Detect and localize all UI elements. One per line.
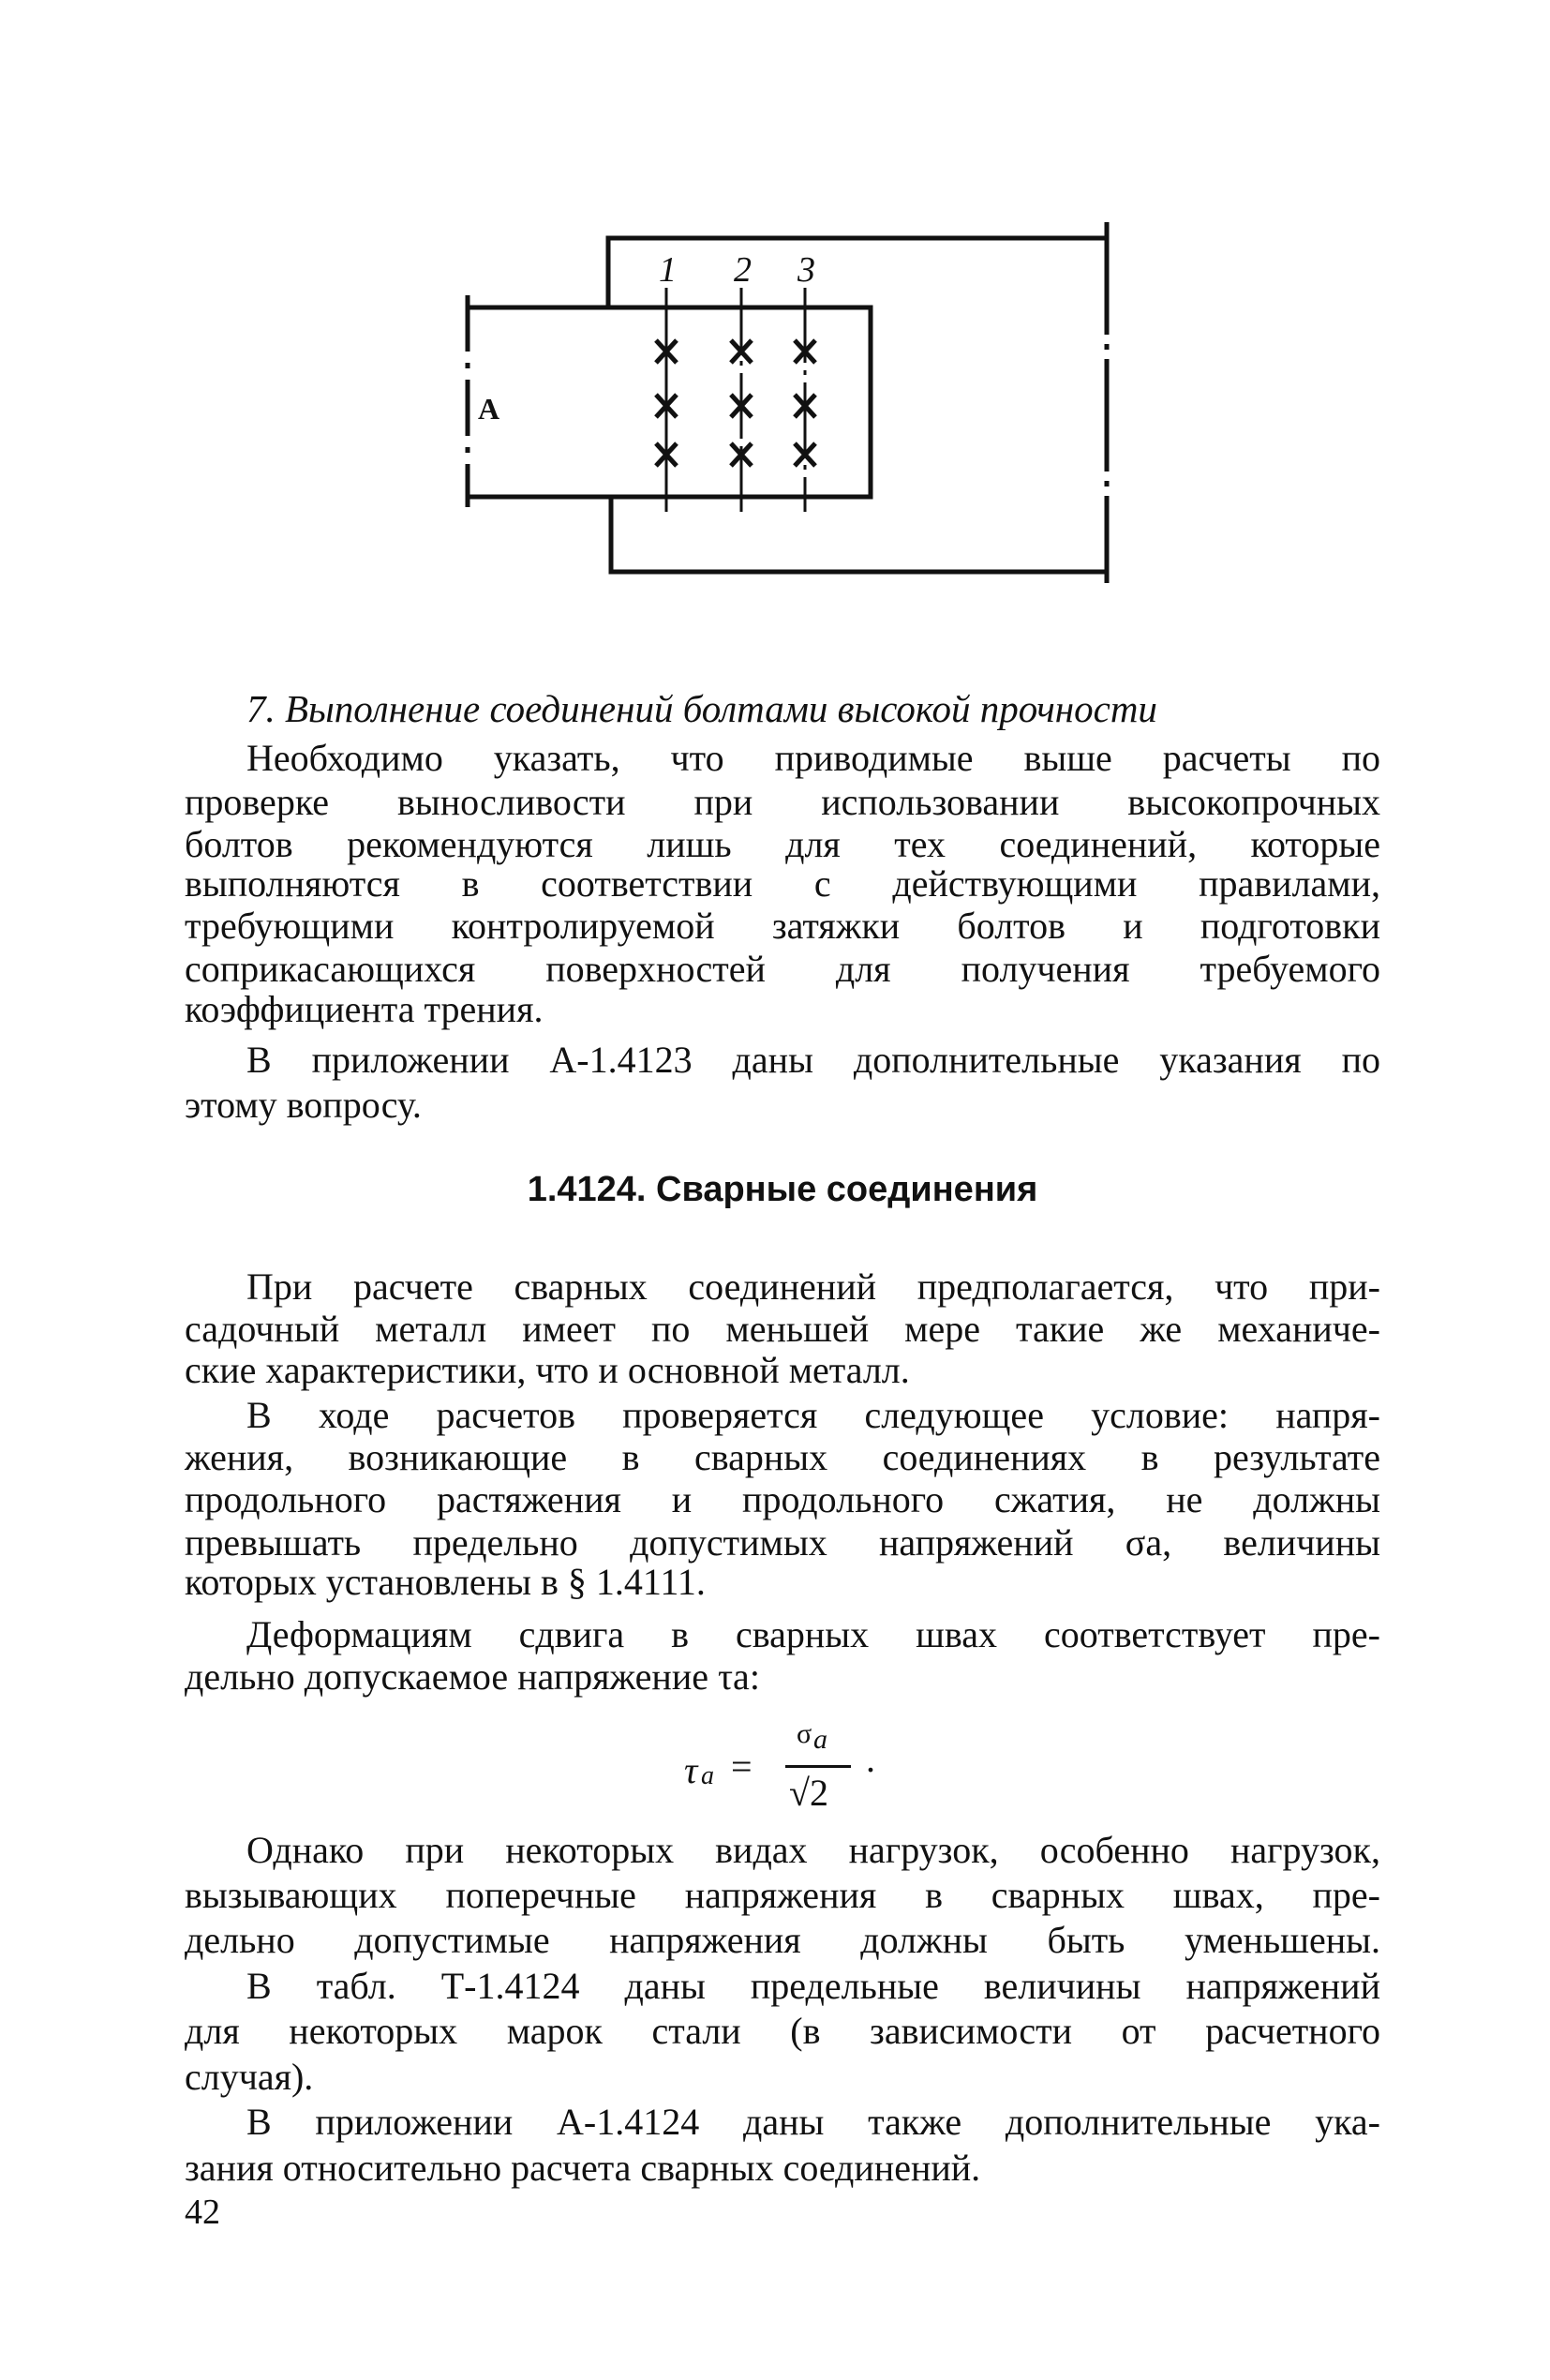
text-line: ские характеристики, что и основной металл. — [185, 1349, 910, 1391]
row-label-3: 3 — [797, 250, 815, 290]
text-line: случая). — [185, 2056, 314, 2098]
text-line: В табл. Т-1.4124 даны предельные величины напряжений — [246, 1965, 1380, 2007]
text-line: Необходимо указать, что приводимые выше расчеты по — [246, 737, 1380, 779]
text-line: превышать предельно допустимых напряжений σa, величины — [185, 1521, 1380, 1564]
subsection-title: 7. Выполнение соединений болтами высокой прочности — [246, 687, 1157, 730]
bolt-markers — [656, 340, 815, 466]
text-line: В ходе расчетов проверяется следующее условие: напря- — [246, 1394, 1380, 1436]
text-line: для некоторых марок стали (в зависимости от расчетного — [185, 2010, 1380, 2052]
section-heading: 1.4124. Сварные соединения — [527, 1170, 1038, 1209]
section-label: A — [478, 392, 500, 426]
outer-plate-outline — [608, 238, 1107, 307]
text-line: вызывающих поперечные напряжения в сварных швах, пре- — [185, 1874, 1380, 1916]
sigma-symbol: σ — [797, 1718, 812, 1749]
bolted-joint-diagram — [0, 0, 1550, 656]
text-line: При расчете сварных соединений предполагается, что при- — [246, 1265, 1380, 1308]
tau-symbol: τ — [684, 1749, 698, 1791]
text-line: коэффициента трения. — [185, 988, 544, 1030]
text-line: выполняются в соответствии с действующими правилами, — [185, 862, 1380, 905]
text-line: В приложении А-1.4123 даны дополнительные указания по — [246, 1039, 1380, 1081]
text-line: жения, возникающие в сварных соединениях в результате — [185, 1436, 1380, 1478]
text-line: дельно допускаемое напряжение τa: — [185, 1655, 760, 1698]
text-line: соприкасающихся поверхностей для получения требуемого — [185, 948, 1380, 990]
tau-subscript: a — [701, 1761, 714, 1790]
equals-sign: = — [731, 1745, 753, 1788]
text-line: проверке выносливости при использовании высокопрочных — [185, 781, 1380, 823]
fraction-bar — [785, 1765, 851, 1768]
page-number: 42 — [185, 2193, 220, 2232]
shear-stress-formula — [684, 1720, 909, 1823]
row-label-2: 2 — [734, 250, 752, 290]
text-line: дельно допустимые напряжения должны быть уменьшены. — [185, 1919, 1380, 1961]
sqrt-two: √2 — [789, 1772, 828, 1814]
period: . — [866, 1738, 875, 1780]
text-line: болтов рекомендуются лишь для тех соединений, которые — [185, 823, 1380, 865]
outer-plate-bottom — [611, 497, 1107, 572]
text-line: которых установлены в § 1.4111. — [185, 1561, 706, 1603]
text-line: продольного растяжения и продольного сжатия, не должны — [185, 1478, 1380, 1520]
text-line: этому вопросу. — [185, 1084, 422, 1126]
text-line: садочный металл имеет по меньшей мере такие же механиче- — [185, 1308, 1380, 1350]
row-label-1: 1 — [659, 250, 677, 290]
text-line: Деформациям сдвига в сварных швах соответствует пре- — [246, 1613, 1380, 1655]
text-line: требующими контролируемой затяжки болтов и подготовки — [185, 905, 1380, 947]
text-line: Однако при некоторых видах нагрузок, особенно нагрузок, — [246, 1829, 1380, 1871]
text-line: зания относительно расчета сварных соединений. — [185, 2147, 981, 2189]
text-line: В приложении А-1.4124 даны также дополнительные ука- — [246, 2101, 1380, 2143]
sigma-subscript: a — [813, 1724, 827, 1755]
